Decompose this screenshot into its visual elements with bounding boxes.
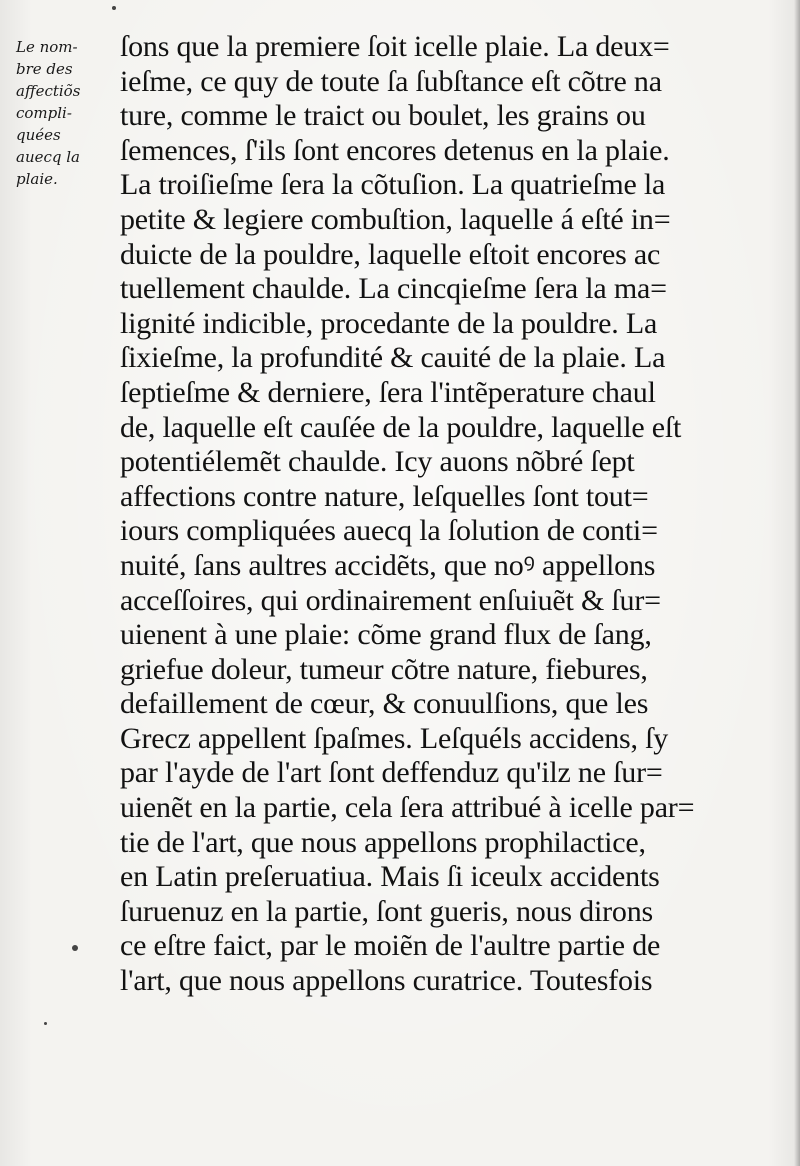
- text-line: acceſſoires, qui ordinairement enſuiuẽt & ſur=: [120, 583, 661, 617]
- text-line: ſons que la premiere ſoit icelle plaie. La deux=: [120, 30, 670, 63]
- ink-speck: [72, 945, 78, 951]
- text-line: potentiélemẽt chaulde. Icy auons nõbré ſept: [120, 445, 635, 479]
- marginal-note: [16, 36, 116, 190]
- text-line: ſixieſme, la profundité & cauité de la plaie. La: [120, 341, 666, 375]
- text-line: affections contre nature, leſquelles ſont tout=: [120, 479, 649, 513]
- marginal-note-line: quées: [16, 126, 61, 144]
- text-line: uienẽt en la partie, cela ſera attribué à icelle par=: [120, 791, 695, 825]
- text-line: ſeptieſme & derniere, ſera l'intẽperature chaul: [120, 375, 656, 409]
- text-line: ſuruenuz en la partie, ſont gueris, nous dirons: [120, 894, 653, 928]
- marginal-note-line: auecq la: [16, 148, 80, 166]
- text-line: par l'ayde de l'art ſont deffenduz qu'ilz ne ſur=: [120, 756, 663, 790]
- text-line: ce eſtre faict, par le moiẽn de l'aultre partie de: [120, 929, 661, 963]
- text-line: ieſme, ce quy de toute ſa ſubſtance eſt cõtre na: [120, 64, 662, 98]
- text-line: ture, comme le traict ou boulet, les grains ou: [120, 99, 646, 133]
- text-line: defaillement de cœur, & conuulſions, que les: [120, 687, 649, 721]
- text-line: lignité indicible, procedante de la pouldre. La: [120, 306, 658, 340]
- body-text: [120, 30, 770, 999]
- marginal-note-line: bre des: [16, 60, 73, 78]
- text-line: griefue doleur, tumeur cõtre nature, fiebures,: [120, 652, 648, 686]
- text-line: petite & legiere combuſtion, laquelle á eſté in=: [120, 202, 671, 236]
- text-line: La troiſieſme ſera la cõtuſion. La quatrieſme la: [120, 168, 666, 202]
- text-line: de, laquelle eſt cauſée de la pouldre, laquelle eſt: [120, 410, 682, 444]
- text-line: iours compliquées auecq la ſolution de conti=: [120, 514, 658, 548]
- text-line: en Latin preſeruatiua. Mais ſi iceulx accidents: [120, 860, 660, 894]
- text-line: l'art, que nous appellons curatrice. Toutesfois: [120, 964, 653, 998]
- text-line: tie de l'art, que nous appellons prophilactice,: [120, 825, 646, 859]
- marginal-note-line: plaie.: [16, 170, 58, 188]
- text-line: Grecz appellent ſpaſmes. Leſquéls accidens, ſy: [120, 721, 669, 755]
- text-line: ſemences, ſ'ils ſont encores detenus en la plaie.: [120, 133, 670, 167]
- ink-speck: [112, 6, 116, 10]
- marginal-note-line: Le nom-: [16, 38, 78, 56]
- text-line: tuellement chaulde. La cincqieſme ſera la ma=: [120, 272, 667, 306]
- text-line: nuité, ſans aultres accidẽts, que noꝰ appellons: [120, 548, 656, 582]
- page-edge-shadow: [794, 0, 800, 1166]
- marginal-note-line: compli-: [16, 104, 72, 122]
- marginal-note-line: affectiõs: [16, 82, 81, 100]
- text-line: duicte de la pouldre, laquelle eſtoit encores ac: [120, 237, 661, 271]
- ink-speck: [44, 1022, 47, 1025]
- text-line: uienent à une plaie: cõme grand flux de ſang,: [120, 618, 652, 652]
